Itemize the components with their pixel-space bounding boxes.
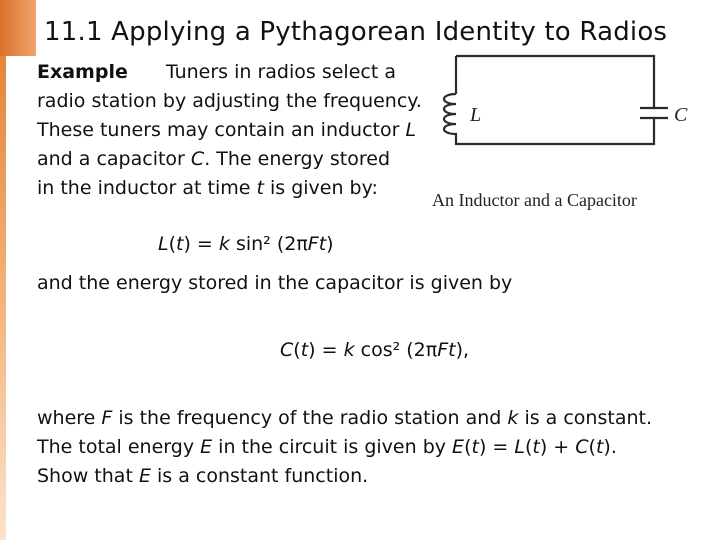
- intro-paragraph: [37, 58, 422, 203]
- inductor-coil: [444, 94, 456, 142]
- slide-title: 11.1 Applying a Pythagorean Identity to Radios: [44, 17, 668, 47]
- circuit-wires: [444, 56, 668, 144]
- corner-accent: [0, 0, 36, 56]
- intro-line-1: Example Tuners in radios select a: [37, 61, 396, 83]
- closing-line-2: The total energy E in the circuit is given by E(t) = L(t) + C(t).: [37, 436, 617, 458]
- inductor-label: L: [470, 104, 482, 126]
- capacitor-label: C: [674, 104, 688, 126]
- inductor-energy-formula: L(t) = k sin² (2πFt): [158, 233, 334, 255]
- intro-line-5: in the inductor at time t is given by:: [37, 177, 378, 199]
- capacitor-energy-formula: C(t) = k cos² (2πFt),: [280, 339, 470, 361]
- lc-circuit-diagram: [420, 52, 700, 217]
- bottom-wire: [456, 122, 654, 144]
- intro-line-3: These tuners may contain an inductor L: [37, 119, 417, 141]
- figure-caption: An Inductor and a Capacitor: [432, 190, 637, 210]
- example-label: Example: [37, 61, 128, 83]
- closing-line-1: where F is the frequency of the radio station and k is a constant.: [37, 407, 652, 429]
- closing-paragraph: [37, 404, 652, 491]
- closing-line-3: Show that E is a constant function.: [37, 465, 369, 487]
- left-accent-bar: [0, 0, 6, 540]
- intro-line-4: and a capacitor C. The energy stored: [37, 148, 391, 170]
- top-wire: [456, 56, 654, 104]
- intro-line-2: radio station by adjusting the frequency.: [37, 90, 422, 112]
- capacitor-sentence: and the energy stored in the capacitor is given by: [37, 272, 513, 294]
